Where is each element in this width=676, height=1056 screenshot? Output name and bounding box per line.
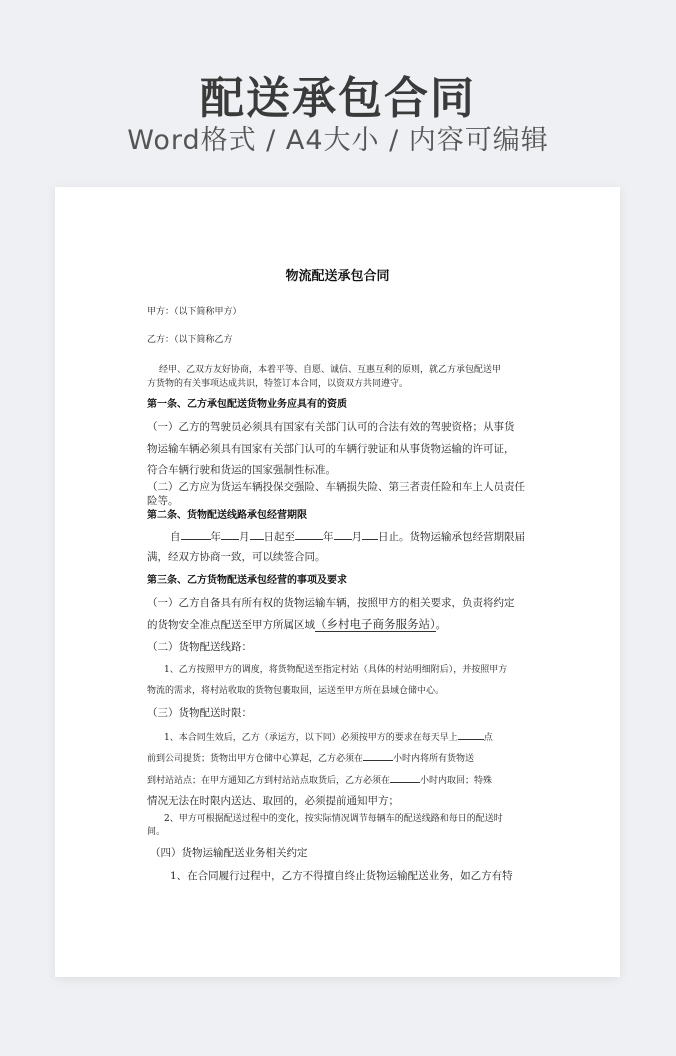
article-3-para-2: （二）货物配送线路：	[147, 641, 252, 653]
article-1-para-1-line-3: 符合车辆行驶和货运的国家强制性标准。	[147, 464, 336, 476]
article-1-para-1-line-2: 物运输车辆必须具有国家有关部门认可的车辆行驶证和从事货物运输的许可证，	[147, 443, 515, 455]
article-3-para-3-item-1-line-4: 情况无法在时限内送达、取回的，必须提前通知甲方；	[147, 795, 399, 807]
article-1-heading: 第一条、乙方承包配送货物业务应具有的资质	[147, 399, 347, 410]
article-3-para-4: （四）货物运输配送业务相关约定	[150, 847, 308, 859]
intro-line-1: 经甲、乙双方友好协商，本着平等、自愿、诚信、互惠互利的原则，就乙方承包配送甲	[159, 365, 502, 375]
article-3-para-4-item-1: 1、在合同履行过程中，乙方不得擅自终止货物运输配送业务，如乙方有特	[170, 870, 513, 882]
article-3-para-1-line-1: （一）乙方自备具有所有权的货物运输车辆，按照甲方的相关要求，负责将约定	[147, 597, 515, 609]
article-3-para-3-item-2-line-2: 间。	[147, 827, 166, 837]
intro-line-2: 方货物的有关事项达成共识，特签订本合同，以资双方共同遵守。	[147, 379, 409, 389]
article-1-para-1-line-1: （一）乙方的驾驶员必须具有国家有关部门认可的合法有效的驾驶资格；从事货	[147, 421, 515, 433]
document-page	[55, 187, 620, 977]
banner-title: 配送承包合同	[200, 73, 476, 124]
article-3-para-2-item-1-line-2: 物流的需求，将村站收取的货物包裹取回，运送至甲方所在县域仓储中心。	[147, 686, 445, 696]
article-3-para-3-item-1-line-2: 前到公司提货；货物出甲方仓储中心算起，乙方必须在 小时内将所有货物送	[147, 750, 530, 766]
banner-subtitle: Word格式 / A4大小 / 内容可编辑	[127, 125, 549, 156]
party-a-line: 甲方：（以下简称甲方）	[147, 307, 242, 317]
article-3-heading: 第三条、乙方货物配送承包经营的事项及要求	[147, 575, 347, 586]
party-b-line: 乙方：（以下简称乙方	[147, 335, 233, 345]
article-2-term-line: 自 年 月 日起至 年 月 日止。货物运输承包经营期限届	[170, 531, 525, 543]
article-3-para-3-item-2-line-1: 2、甲方可根据配送过程中的变化，按实际情况调节每辆车的配送线路和每日的配送时	[164, 814, 503, 824]
service-station-underline: （乡村电子商务服务站）	[315, 617, 436, 631]
article-3-para-3-item-1-line-1: 1、本合同生效后，乙方（承运方，以下同）必须按甲方的要求在每天早上 点	[164, 729, 547, 745]
article-3-para-3-item-1-line-3: 到村站站点；在甲方通知乙方到村站站点取货后，乙方必须在 小时内取回；特殊	[147, 772, 530, 788]
article-3-para-1-line-2: 的货物安全准点配送至甲方所属区域（乡村电子商务服务站）。	[147, 617, 447, 631]
article-1-para-2: （二）乙方应为货运车辆投保交强险、车辆损失险、第三者责任险和车上人员责任险等。	[147, 481, 525, 507]
article-2-heading: 第二条、货物配送线路承包经营期限	[147, 510, 307, 521]
article-3-para-2-item-1-line-1: 1、乙方按照甲方的调度，将货物配送至指定村站（具体的村站明细附后），并按照甲方	[164, 665, 508, 675]
article-2-line-2: 满，经双方协商一致，可以续签合同。	[147, 551, 326, 563]
article-3-para-3: （三）货物配送时限：	[147, 707, 252, 719]
contract-title: 物流配送承包合同	[285, 269, 390, 284]
